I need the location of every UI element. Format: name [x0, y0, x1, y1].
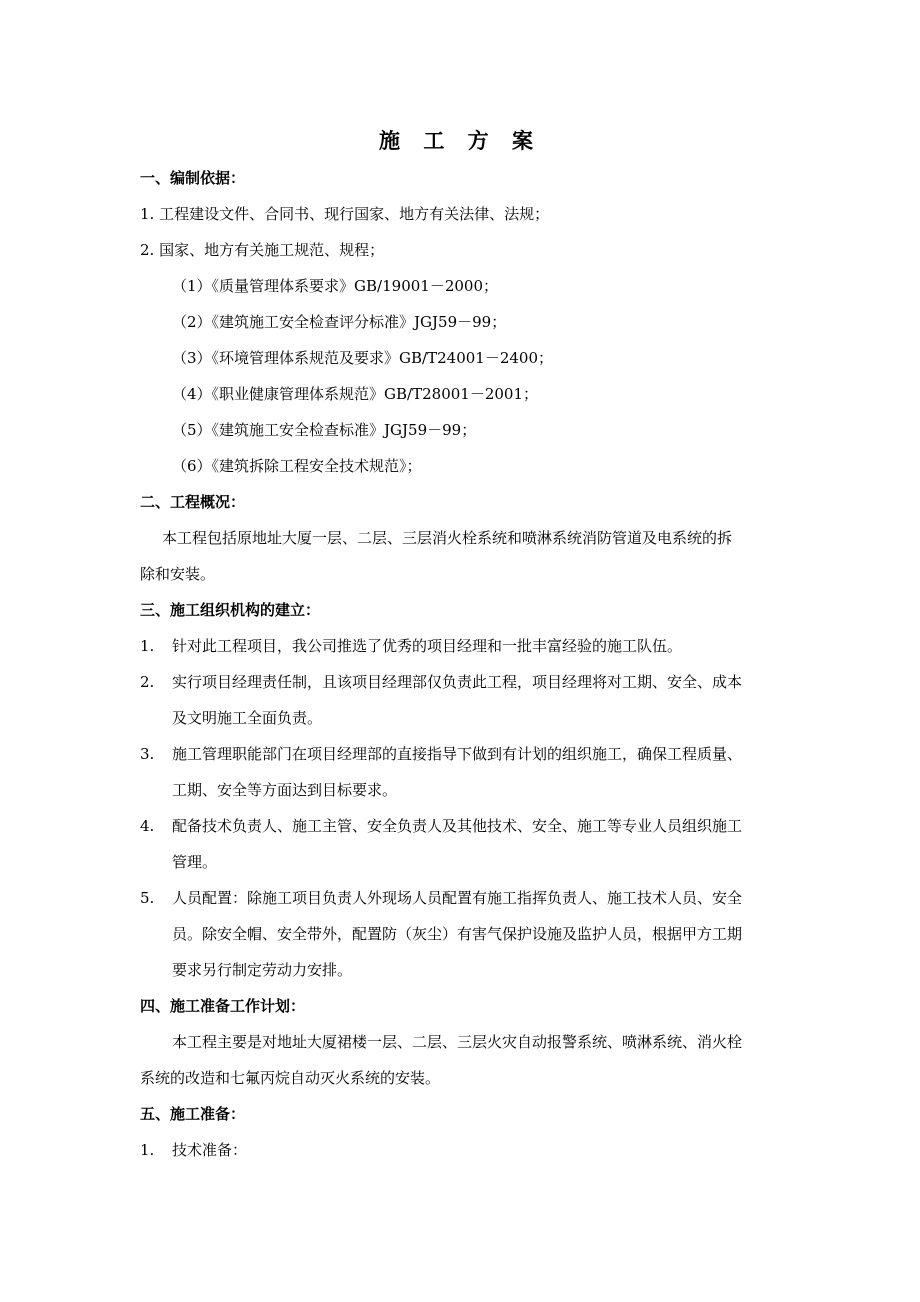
plan-line-1: 本工程主要是对地址大厦裙楼一层、二层、三层火灾自动报警系统、喷淋系统、消火栓 [172, 1033, 743, 1051]
section-heading-1: 一、编制依据： [140, 169, 246, 187]
basis-item-1: 1. 工程建设文件、合同书、现行国家、地方有关法律、法规； [140, 205, 550, 223]
list-item-text: 人员配置：除施工项目负责人外现场人员配置有施工指挥负责人、施工技术人员、安全 [172, 889, 743, 907]
standard-item: （1）《质量管理体系要求》GB/19001－2000； [172, 277, 498, 295]
list-number: 1. [140, 637, 155, 655]
list-item-text: 工期、安全等方面达到目标要求。 [172, 781, 398, 799]
standard-item: （4）《职业健康管理体系规范》GB/T28001－2001； [172, 385, 539, 403]
list-item-text: 针对此工程项目，我公司推选了优秀的项目经理和一批丰富经验的施工队伍。 [172, 637, 683, 655]
list-item-text: 配备技术负责人、施工主管、安全负责人及其他技术、安全、施工等专业人员组织施工 [172, 817, 743, 835]
standard-item: （3）《环境管理体系规范及要求》GB/T24001－2400； [172, 349, 554, 367]
list-item-text: 管理。 [172, 853, 218, 871]
standard-item: （6）《建筑拆除工程安全技术规范》； [172, 457, 422, 475]
list-item-text: 施工管理职能部门在项目经理部的直接指导下做到有计划的组织施工，确保工程质量、 [172, 745, 743, 763]
section-heading-4: 四、施工准备工作计划： [140, 997, 306, 1015]
list-item-text: 要求另行制定劳动力安排。 [172, 961, 353, 979]
list-item-text: 员。除安全帽、安全带外，配置防（灰尘）有害气保护设施及监护人员，根据甲方工期 [172, 925, 743, 943]
list-number: 2. [140, 673, 155, 691]
page-title: 施 工 方 案 [379, 129, 541, 153]
basis-item-2: 2. 国家、地方有关施工规范、规程； [140, 241, 385, 259]
overview-line-1: 本工程包括原地址大厦一层、二层、三层消火栓系统和喷淋系统消防管道及电系统的拆 [162, 529, 733, 547]
section-heading-2: 二、工程概况： [140, 493, 246, 511]
list-number: 4. [140, 817, 155, 835]
overview-line-2: 除和安装。 [140, 565, 216, 583]
list-number: 1. [140, 1141, 155, 1159]
section-heading-5: 五、施工准备： [140, 1105, 246, 1123]
plan-line-2: 系统的改造和七氟丙烷自动灭火系统的安装。 [140, 1069, 441, 1087]
section-heading-3: 三、施工组织机构的建立： [140, 601, 321, 619]
list-item-text: 实行项目经理责任制，且该项目经理部仅负责此工程，项目经理将对工期、安全、成本 [172, 673, 743, 691]
standard-item: （5）《建筑施工安全检查标准》JGJ59－99； [172, 421, 477, 439]
list-item-text: 及文明施工全面负责。 [172, 709, 323, 727]
standard-item: （2）《建筑施工安全检查评分标准》JGJ59－99； [172, 313, 507, 331]
list-number: 3. [140, 745, 155, 763]
list-item-text: 技术准备： [172, 1141, 248, 1159]
list-number: 5. [140, 889, 155, 907]
